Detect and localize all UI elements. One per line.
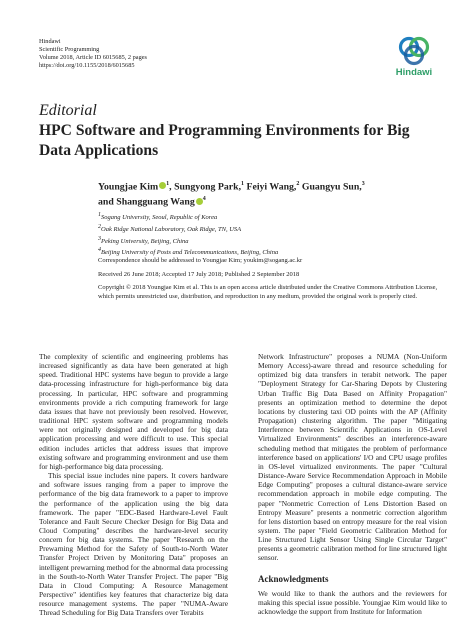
orcid-icon[interactable] (196, 198, 203, 205)
author-name: Feiyi Wang, (246, 181, 297, 193)
dates-line: Received 26 June 2018; Accepted 17 July 2018; Published 2 September 2018 (98, 271, 300, 278)
publisher-name: Hindawi (39, 38, 61, 45)
affiliation-item: $^1$Sogang University, Seoul, Republic of Korea (98, 212, 218, 222)
volume-info: Volume 2018, Article ID 6015685, 2 pages (39, 53, 147, 61)
author-affiliation-number: 4 (202, 196, 206, 203)
affiliation-number: 2 (98, 223, 101, 230)
author-affiliation-number: 1 (166, 181, 170, 187)
body-column-right (258, 352, 447, 616)
author-list: Youngjae Kim $^1$, Sungyong Park,$^1$ Feiyi Wang,$^2$ Guangyu Sun,$^3$ and Shangguang Wang $^4$ (98, 181, 365, 208)
journal-name: Scientific Programming (39, 45, 100, 53)
author-name: and Shangguang Wang (98, 196, 195, 208)
doi-link[interactable]: https://doi.org/10.1155/2018/6015685 (39, 61, 135, 69)
affiliation-item: $^2$Oak Ridge National Laboratory, Oak Ridge, TN, USA (98, 223, 242, 233)
body-paragraph: Network Infrastructure" proposes a NUMA (Non-Uniform Memory Access)-aware thread and resource scheduling for optimized big data transfers in terabit network. The paper "Deployment Strategy for Car-Sharing Depots by Clustering Urban Traffic Big Data Based on Affinity Propagation" presents an optimization method to determine the depot locations by clustering taxi OD points with the AP (Affinity Propagation) clustering algorithm. The paper "Mitigating Interference between Scientific Applications in OS-Level Virtualized Environments" describes an interference-aware scheduling method that mitigates the problem of performance interference based on applications' I/O and CPU usage profiles in OS-level virtualized environments. The paper "Cultural Distance-Aware Service Recommendation Approach in Mobile Edge Computing" proposes a cultural distance-aware service recommendation approach in mobile edge computing. The paper "Nonmetric Correction of Lens Distortion Based on Entropy Measure" presents a nonmetric correction algorithm for lens distortion based on entropy measure for the real vision system. The paper "Field Geometric Calibration Method for Line Structured Light Sensor Using Single Circular Target" presents a geometric calibration method for line structured light sensor. (258, 352, 447, 563)
article-title: HPC Software and Programming Environments for Big Data Applications (39, 122, 410, 159)
body-paragraph: This special issue includes nine papers. It covers hardware and software issues ranging from a paper to improve the performance of the big data framework to a paper to improve the performance of the application using the big data framework. The paper "EDC-Based Hardware-Level Fault Tolerance and Fault Secure Checker Design for Big Data and Cloud Computing" describes the hardware-level security concern for big data systems. The paper "Research on the Prewarning Method for the Safety of South-to-North Water Transfer Project Driven by Monitoring Data" proposes an intelligent prewarning method for the abnormal data processing in the South-to-North Water Transfer Project. The paper "Big Data in Cloud Computing: A Resource Management Perspective" identifies key features that characterize big data resource management systems. The paper "NUMA-Aware Thread Scheduling for Big Data Transfers over Terabits (39, 471, 228, 618)
acknowledgments-heading: Acknowledgments (258, 573, 329, 584)
author-name: Sungyong Park, (174, 181, 242, 193)
affiliation-number: 1 (98, 212, 101, 218)
hindawi-logo (392, 34, 436, 80)
affiliation-item: $^4$Beijing University of Posts and Telecommunications, Beijing, China (98, 247, 279, 257)
hindawi-logo-icon (392, 34, 436, 66)
body-column-left (39, 352, 228, 618)
author-affiliation-number: 1 (241, 181, 245, 187)
correspondence: Correspondence should be addressed to Youngjae Kim; youkim@sogang.ac.kr (98, 257, 303, 264)
affiliation-number: 3 (98, 235, 101, 242)
author-affiliation-number: 3 (361, 181, 365, 187)
author-name: Guangyu Sun, (301, 181, 362, 193)
copyright-notice: Copyright © 2018 Youngjae Kim et al. This is an open access article distributed under the Creative Commons Attribution License, which permits unrestricted use, distribution, and reproduction in any medium, provided the original work is properly cited. (98, 284, 438, 301)
author-name: Youngjae Kim (98, 181, 159, 193)
affiliation-item: $^3$Peking University, Beijing, China (98, 235, 189, 245)
affiliations (98, 211, 428, 258)
body-paragraph: The complexity of scientific and engineering problems has increased significantly as data have been generated at high speed. Traditional HPC systems have begun to provide a large data-processing infrastructure for high-performance big data processing. In particular, HPC software and programming environments provide a rich computing framework for large data issues that have not previously been resolved. However, traditional HPC system software and programming models were not originally designed and developed for big data application processing and were difficult to use. This special edition includes articles that address issues that improve existing software and programming environment and use them for high-performance big data processing. (39, 352, 228, 471)
publication-info (39, 38, 147, 70)
author-affiliation-number: 2 (296, 181, 300, 187)
affiliation-number: 4 (98, 247, 101, 254)
logo-wordmark: Hindawi (395, 67, 433, 78)
acknowledgments-text: We would like to thank the authors and the reviewers for making this special issue possible. Youngjae Kim would like to acknowledge the support from Institute for Information (258, 588, 447, 617)
article-type: Editorial (39, 102, 97, 119)
